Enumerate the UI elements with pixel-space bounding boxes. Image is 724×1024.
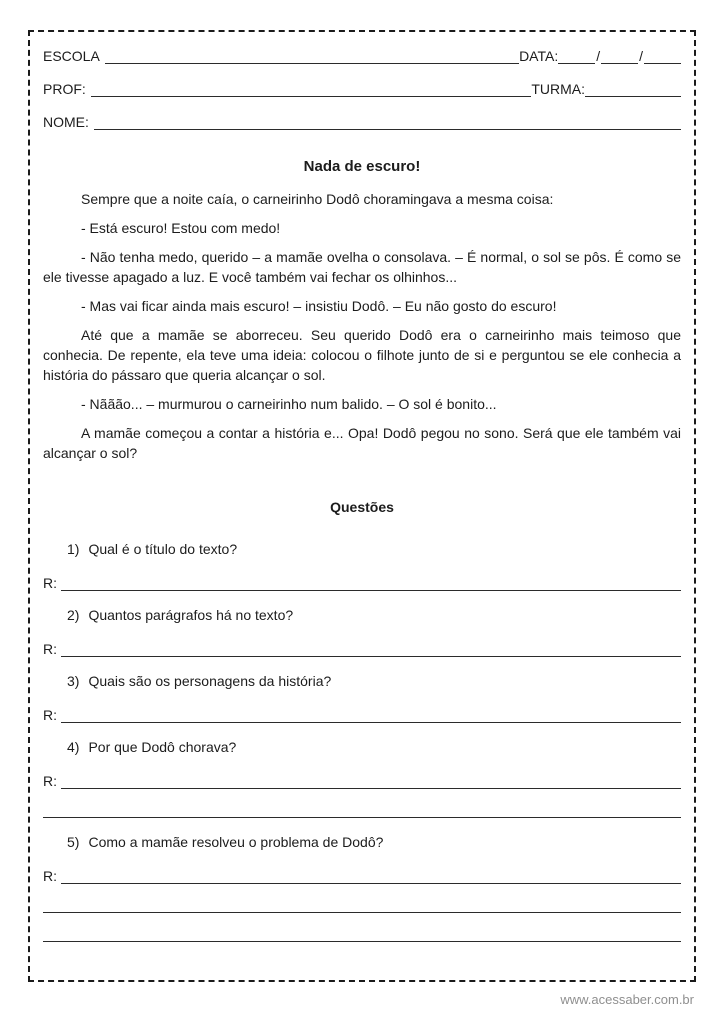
- answer-prefix: R:: [43, 641, 57, 657]
- answer-prefix: R:: [43, 707, 57, 723]
- story-paragraph: - Nããão... – murmurou o carneirinho num balido. – O sol é bonito...: [81, 396, 497, 412]
- questions-heading: Questões: [330, 499, 394, 515]
- school-fill-line: [105, 48, 519, 64]
- answer-line: [61, 707, 681, 723]
- question-text: Como a mamãe resolveu o problema de Dodô?: [88, 834, 384, 850]
- date-month-fill-line: [601, 48, 638, 64]
- school-date-row: [43, 44, 681, 64]
- teacher-class-row: [43, 77, 681, 97]
- answer-line-extra: [43, 817, 681, 818]
- class-label: TURMA:: [531, 81, 585, 97]
- story-paragraph: - Mas vai ficar ainda mais escuro! – insistiu Dodô. – Eu não gosto do escuro!: [81, 298, 557, 314]
- answer-line: [61, 868, 681, 884]
- answer-row: [43, 771, 681, 789]
- teacher-fill-line: [91, 81, 532, 97]
- answer-line: [61, 773, 681, 789]
- answer-line: [61, 641, 681, 657]
- question-number: 3): [67, 673, 80, 689]
- answer-line-extra: [43, 941, 681, 942]
- answer-line: [61, 575, 681, 591]
- answer-row: [43, 573, 681, 591]
- story-paragraph: - Está escuro! Estou com medo!: [81, 220, 281, 236]
- answer-prefix: R:: [43, 575, 57, 591]
- date-separator: /: [596, 48, 601, 64]
- story-paragraph: Até que a mamãe se aborreceu. Seu querido Dodô era o carneirinho mais teimoso que conhecia. De repente, ela teve uma ideia: colocou o filhote junto de si e perguntou se ele conhecia a história do pássaro que queria alcançar o sol.: [43, 327, 681, 383]
- question-number: 5): [67, 834, 80, 850]
- worksheet-frame: [28, 30, 696, 982]
- question-text: Por que Dodô chorava?: [88, 739, 237, 755]
- question-text: Quais são os personagens da história?: [88, 673, 332, 689]
- school-label: ESCOLA: [43, 48, 100, 64]
- date-separator: /: [639, 48, 643, 64]
- question-text: Qual é o título do texto?: [88, 541, 238, 557]
- teacher-label: PROF:: [43, 81, 86, 97]
- question-number: 2): [67, 607, 80, 623]
- question-item: [43, 832, 681, 852]
- name-label: NOME:: [43, 114, 89, 130]
- story-title: Nada de escuro!: [303, 158, 421, 175]
- question-item: [43, 671, 681, 691]
- date-label: DATA:: [519, 48, 559, 64]
- class-fill-line: [585, 81, 681, 97]
- story-paragraph: Sempre que a noite caía, o carneirinho Dodô choramingava a mesma coisa:: [81, 191, 554, 207]
- question-number: 4): [67, 739, 80, 755]
- answer-row: [43, 639, 681, 657]
- question-item: [43, 539, 681, 559]
- website-url: www.acessaber.com.br: [560, 992, 694, 1007]
- story-paragraph: - Não tenha medo, querido – a mamãe ovelha o consolava. – É normal, o sol se pôs. É como se ele tivesse apagado a luz. E você também vai fechar os olhinhos...: [43, 249, 681, 285]
- question-item: [43, 737, 681, 757]
- story-paragraph: A mamãe começou a contar a história e... Opa! Dodô pegou no sono. Será que ele também vai alcançar o sol?: [43, 425, 681, 461]
- question-item: [43, 605, 681, 625]
- name-row: [43, 110, 681, 130]
- answer-prefix: R:: [43, 773, 57, 789]
- answer-row: [43, 705, 681, 723]
- name-fill-line: [94, 114, 681, 130]
- answer-line-extra: [43, 912, 681, 913]
- answer-row: [43, 866, 681, 884]
- date-year-fill-line: [644, 48, 681, 64]
- question-number: 1): [67, 541, 80, 557]
- question-text: Quantos parágrafos há no texto?: [88, 607, 294, 623]
- answer-prefix: R:: [43, 868, 57, 884]
- date-day-fill-line: [558, 48, 595, 64]
